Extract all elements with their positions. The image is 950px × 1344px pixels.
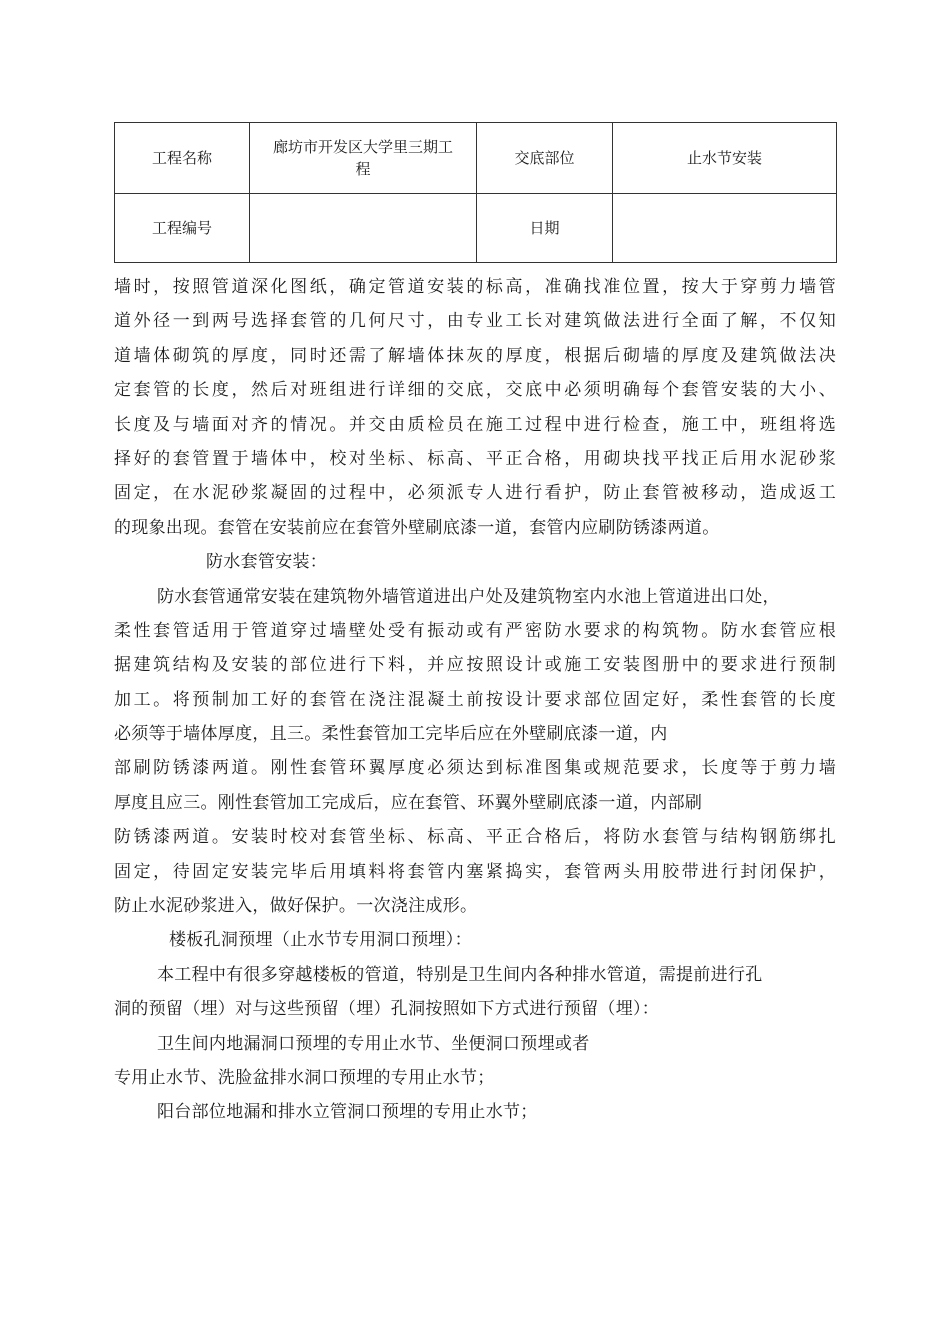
date-value <box>613 194 837 263</box>
project-name-value <box>250 123 477 194</box>
text-line: 的现象出现。套管在安装前应在套管外壁刷底漆一道，套管内应刷防锈漆两道。 <box>114 517 720 538</box>
section-heading: 防水套管安装： <box>206 552 328 573</box>
text-line: 防止水泥砂浆进入，做好保护。一次浇注成形。 <box>114 896 478 917</box>
project-info-table <box>114 122 837 263</box>
text-line: 墙时，按照管道深化图纸，确定管道安装的标高，准确找准位置，按大于穿剪力墙管 <box>114 277 836 297</box>
text-line: 部刷防锈漆两道。刚性套管环翼厚度必须达到标准图集或规范要求，长度等于剪力墙 <box>114 758 836 779</box>
body-text <box>114 270 854 1130</box>
text-line: 据建筑结构及安装的部位进行下料，并应按照设计或施工安装图册中的要求进行预制 <box>114 655 836 676</box>
project-number-label: 工程编号 <box>115 194 250 263</box>
briefing-location-label: 交底部位 <box>477 123 613 194</box>
project-name-value-line2: 程 <box>355 160 371 178</box>
briefing-location-value: 止水节安装 <box>613 123 837 194</box>
text-line: 卫生间内地漏洞口预埋的专用止水节、坐便洞口预埋或者 <box>157 1033 590 1054</box>
text-line: 道外径一到两号选择套管的几何尺寸，由专业工长对建筑做法进行全面了解，不仅知 <box>114 311 836 332</box>
project-name-label: 工程名称 <box>115 123 250 194</box>
text-line: 厚度且应三。刚性套管加工完成后，应在套管、环翼外壁刷底漆一道，内部刷 <box>114 792 703 813</box>
text-line: 道墙体砌筑的厚度，同时还需了解墙体抹灰的厚度，根据后砌墙的厚度及建筑做法决 <box>114 345 836 366</box>
text-line: 阳台部位地漏和排水立管洞口预埋的专用止水节； <box>157 1102 538 1123</box>
text-line: 定套管的长度，然后对班组进行详细的交底，交底中必须明确每个套管安装的大小、 <box>114 380 836 401</box>
text-line: 专用止水节、洗脸盆排水洞口预埋的专用止水节； <box>114 1067 495 1088</box>
text-line: 加工。将预制加工好的套管在浇注混凝土前按设计要求部位固定好，柔性套管的长度 <box>114 689 836 710</box>
text-line: 长度及与墙面对齐的情况。并交由质检员在施工过程中进行检查，施工中，班组将选 <box>114 414 836 435</box>
date-label: 日期 <box>477 194 613 263</box>
text-line: 择好的套管置于墙体中，校对坐标、标高、平正合格，用砌块找平找正后用水泥砂浆 <box>114 448 836 469</box>
text-line: 固定，待固定安装完毕后用填料将套管内塞紧捣实，套管两头用胶带进行封闭保护， <box>114 861 836 882</box>
section-heading: 楼板孔洞预埋（止水节专用洞口预埋）： <box>169 930 472 951</box>
text-line: 洞的预留（埋）对与这些预留（埋）孔洞按照如下方式进行预留（埋）： <box>114 999 660 1020</box>
text-line: 防水套管通常安装在建筑物外墙管道进出户处及建筑物室内水池上管道进出口处， <box>157 586 780 607</box>
text-line: 本工程中有很多穿越楼板的管道，特别是卫生间内各种排水管道，需提前进行孔 <box>157 964 763 985</box>
project-name-value-line1: 廊坊市开发区大学里三期工 <box>272 138 453 156</box>
text-line: 柔性套管适用于管道穿过墙壁处受有振动或有严密防水要求的构筑物。防水套管应根 <box>114 620 836 641</box>
text-line: 必须等于墙体厚度，且三。柔性套管加工完毕后应在外壁刷底漆一道，内 <box>114 724 668 745</box>
table-row <box>115 194 837 263</box>
project-number-value <box>250 194 477 263</box>
text-line: 固定，在水泥砂浆凝固的过程中，必须派专人进行看护，防止套管被移动，造成返工 <box>114 483 836 504</box>
table-row <box>115 123 837 194</box>
text-line: 防锈漆两道。安装时校对套管坐标、标高、平正合格后，将防水套管与结构钢筋绑扎 <box>114 827 836 848</box>
